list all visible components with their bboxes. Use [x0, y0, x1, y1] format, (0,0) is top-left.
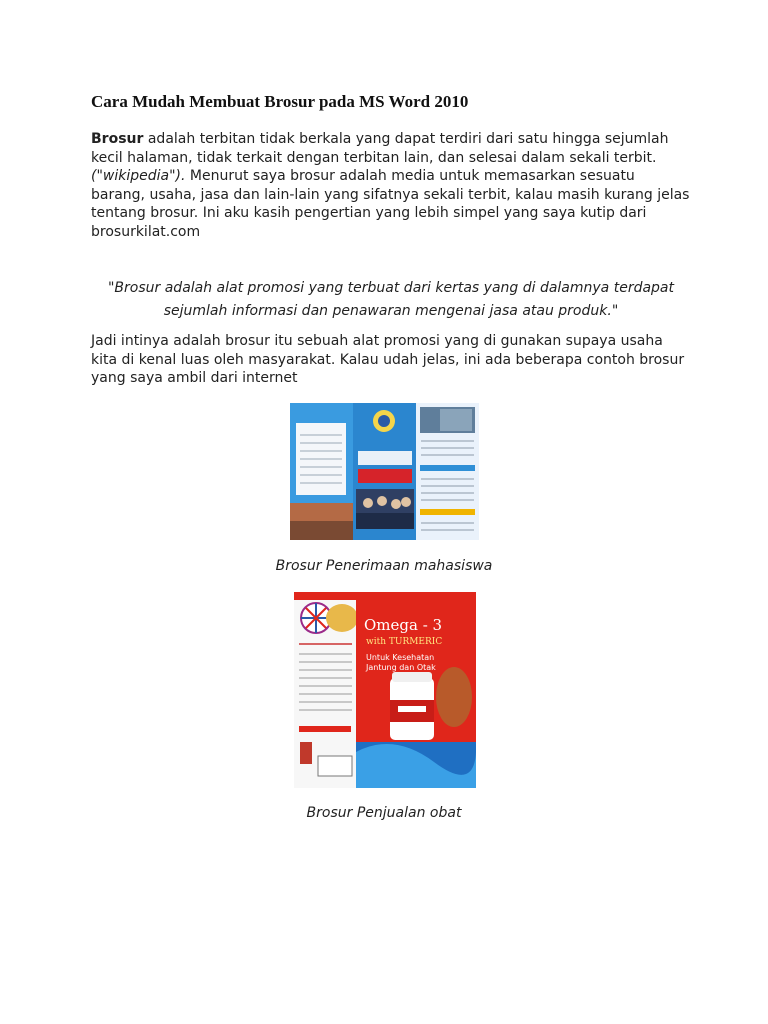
- quote-block: "Brosur adalah alat promosi yang terbuat dari kertas yang di dalamnya terdapat sejumlah informasi dan penawaran mengenai jasa atau produk.": [107, 280, 674, 319]
- tagline-health: Untuk Kesehatan: [366, 653, 435, 662]
- turmeric-subtitle: with TURMERIC: [366, 637, 443, 647]
- intro-text-part1: adalah terbitan tidak berkala yang dapat terdiri dari satu hingga sejumlah kecil halaman, tidak terkait dengan terbitan lain, dan selesai dalam sekali terbit.: [91, 131, 669, 166]
- intro-paragraph: [91, 130, 691, 241]
- tagline-heart-brain: Jantung dan Otak: [366, 663, 436, 672]
- body-paragraph: Jadi intinya adalah brosur itu sebuah alat promosi yang di gunakan supaya usaha kita di kenal luas oleh masyarakat. Kalau udah jelas, ini ada beberapa contoh brosur yang saya ambil dari internet: [91, 333, 685, 386]
- brochure-admission-image: [290, 403, 479, 540]
- page-title: Cara Mudah Membuat Brosur pada MS Word 2010: [91, 92, 469, 111]
- brochure-medicine-image: [294, 592, 476, 788]
- omega-product-title: Omega - 3: [364, 616, 443, 634]
- figure-caption-medicine: Brosur Penjualan obat: [306, 805, 462, 821]
- intro-source: ("wikipedia").: [91, 168, 186, 184]
- intro-text-part2: Menurut saya brosur adalah media untuk memasarkan sesuatu barang, usaha, jasa dan lain-lain yang sifatnya sekali terbit, kalau masih kurang jelas tentang brosur. Ini aku kasih pengertian yang lebih simpel yang saya kutip dari brosurkilat.com: [91, 168, 690, 240]
- figure-caption-admission: Brosur Penerimaan mahasiswa: [275, 558, 493, 574]
- intro-bold-term: Brosur: [91, 131, 144, 147]
